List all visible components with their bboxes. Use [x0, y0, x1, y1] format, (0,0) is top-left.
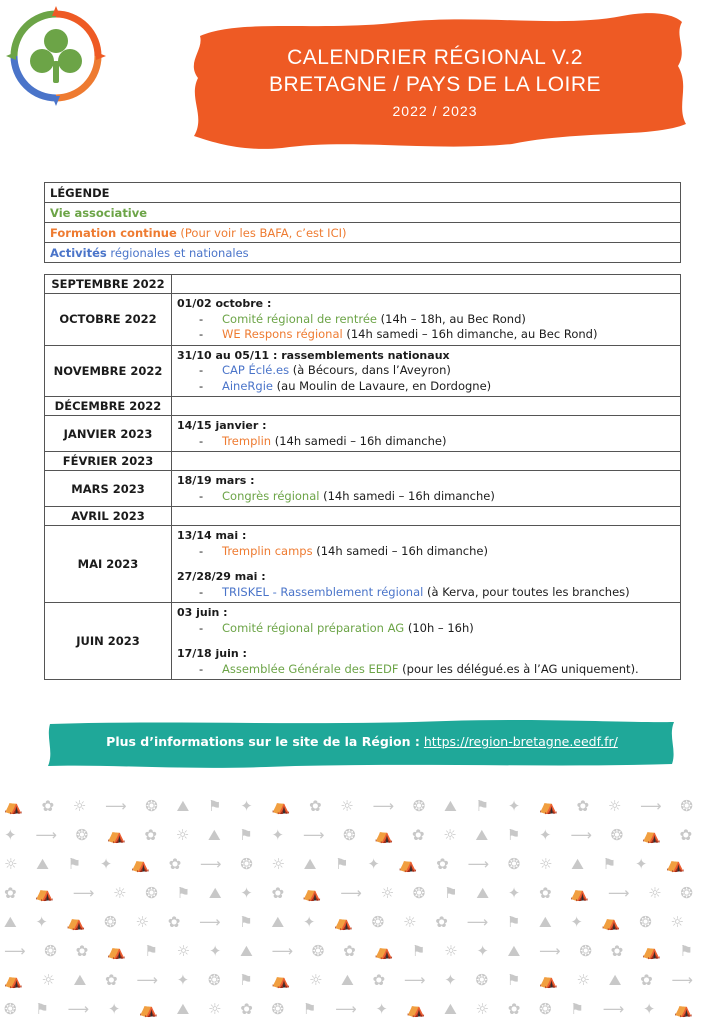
month-june: JUIN 2023 — [45, 603, 172, 680]
pattern-row: ⛺ ☼ ⛰ ✿ ⟶ ✦ ❂ ⚑ ⛺ ☼ ⛰ ✿ ⟶ ✦ ❂ ⚑ ⛺ ☼ ⛰ ✿ ⟶ — [4, 971, 700, 989]
events-september — [172, 275, 681, 294]
legend-activites-note: régionales et nationales — [110, 245, 249, 260]
events-january — [172, 416, 681, 452]
legend-row-vie — [45, 203, 681, 223]
month-october: OCTOBRE 2022 — [45, 294, 172, 346]
legend-header-row — [45, 183, 681, 203]
calendar-row-december — [45, 397, 681, 416]
event-item: - WE Respons régional (14h samedi – 16h dimanche, au Bec Rond) — [199, 327, 598, 341]
event-item: - Congrès régional (14h samedi – 16h dimanche) — [199, 488, 495, 503]
event-name: AineRgie — [222, 378, 273, 393]
event-name: TRISKEL - Rassemblement régional — [222, 584, 424, 599]
event-name: Congrès régional — [222, 488, 320, 503]
event-item: - Tremplin camps (14h samedi – 16h dimanche) — [199, 543, 488, 558]
calendar-table — [44, 274, 681, 680]
title-line-2: BRETAGNE / PAYS DE LA LOIRE — [268, 73, 602, 96]
event-detail: (10h – 16h) — [407, 620, 474, 635]
event-detail: (à Kerva, pour toutes les branches) — [427, 584, 630, 599]
event-name: Comité régional de rentrée — [222, 311, 377, 326]
clover-icon — [30, 29, 82, 83]
event-date: 01/02 octobre : — [177, 297, 272, 310]
event-name: CAP Éclé.es — [222, 363, 290, 377]
calendar-row-january — [45, 416, 681, 452]
event-item: - CAP Éclé.es (à Bécours, dans l’Aveyron) — [199, 363, 451, 377]
event-date: 31/10 au 05/11 : rassemblements nationaux — [177, 348, 450, 362]
calendar-row-june — [45, 603, 681, 680]
legend-formation-link[interactable]: (Pour voir les BAFA, c’est ICI) — [180, 225, 347, 240]
event-date: 17/18 juin : — [177, 647, 247, 660]
legend-activites-label: Activités — [50, 245, 107, 260]
decorative-icon-pattern — [0, 792, 724, 1024]
event-name: Assemblée Générale des EEDF — [222, 661, 399, 676]
title-line-1: CALENDRIER RÉGIONAL V.2 — [287, 46, 583, 69]
event-item: - Comité régional préparation AG (10h – 16h) — [199, 620, 474, 635]
month-september: SEPTEMBRE 2022 — [45, 275, 172, 294]
month-november: NOVEMBRE 2022 — [45, 345, 172, 397]
month-december: DÉCEMBRE 2022 — [45, 397, 172, 416]
events-november — [172, 345, 681, 397]
event-item: - Comité régional de rentrée (14h – 18h, au Bec Rond) — [199, 311, 526, 326]
pattern-row: ❂ ⚑ ⟶ ✦ ⛺ ⛰ ☼ ✿ ❂ ⚑ ⟶ ✦ ⛺ ⛰ ☼ ✿ ❂ ⚑ ⟶ ✦ ⛺ — [4, 1000, 700, 1018]
event-detail: (14h samedi – 16h dimanche) — [316, 543, 488, 558]
event-name: WE Respons régional — [222, 327, 343, 341]
event-detail: (à Bécours, dans l’Aveyron) — [292, 363, 451, 377]
title-block — [200, 44, 670, 119]
legend-formation-label: Formation continue — [50, 225, 177, 240]
calendar-row-april — [45, 507, 681, 526]
month-march: MARS 2023 — [45, 471, 172, 507]
events-february — [172, 452, 681, 471]
calendar-row-may — [45, 526, 681, 603]
event-date: 14/15 janvier : — [177, 419, 267, 432]
event-detail: (14h – 18h, au Bec Rond) — [380, 311, 526, 326]
eedf-logo — [6, 6, 106, 106]
info-text: Plus d’informations sur le site de la Région : — [106, 734, 420, 749]
events-june — [172, 603, 681, 680]
month-january: JANVIER 2023 — [45, 416, 172, 452]
event-name: Tremplin camps — [222, 543, 313, 558]
event-date: 03 juin : — [177, 606, 228, 619]
month-may: MAI 2023 — [45, 526, 172, 603]
event-detail: (14h samedi – 16h dimanche) — [323, 488, 495, 503]
calendar-row-november — [45, 345, 681, 397]
legend-title: LÉGENDE — [45, 183, 681, 203]
legend-row-activites — [45, 243, 681, 263]
info-text-block — [46, 734, 678, 749]
legend-table — [44, 182, 681, 263]
event-name: Tremplin — [222, 433, 272, 448]
event-detail: (au Moulin de Lavaure, en Dordogne) — [276, 378, 492, 393]
events-april — [172, 507, 681, 526]
event-date: 27/28/29 mai : — [177, 570, 266, 583]
events-march — [172, 471, 681, 507]
events-may — [172, 526, 681, 603]
pattern-row: ⛰ ✦ ⛺ ❂ ☼ ✿ ⟶ ⚑ ⛰ ✦ ⛺ ❂ ☼ ✿ ⟶ ⚑ ⛰ ✦ ⛺ ❂ ☼ — [4, 913, 691, 931]
pattern-row: ✿ ⛺ ⟶ ☼ ❂ ⚑ ⛰ ✦ ✿ ⛺ ⟶ ☼ ❂ ⚑ ⛰ ✦ ✿ ⛺ ⟶ ☼ ❂ — [4, 884, 700, 902]
events-october — [172, 294, 681, 346]
events-december — [172, 397, 681, 416]
event-detail: (14h samedi – 16h dimanche) — [274, 433, 447, 448]
month-february: FÉVRIER 2023 — [45, 452, 172, 471]
pattern-row: ⛺ ✿ ☼ ⟶ ❂ ⛰ ⚑ ✦ ⛺ ✿ ☼ ⟶ ❂ ⛰ ⚑ ✦ ⛺ ✿ ☼ ⟶ ❂ — [4, 797, 700, 815]
legend-row-formation — [45, 223, 681, 243]
calendar-row-february — [45, 452, 681, 471]
event-item: - TRISKEL - Rassemblement régional (à Kerva, pour toutes les branches) — [199, 584, 630, 599]
event-name: Comité régional préparation AG — [222, 620, 405, 635]
pattern-row: ⟶ ❂ ✿ ⛺ ⚑ ☼ ✦ ⛰ ⟶ ❂ ✿ ⛺ ⚑ ☼ ✦ ⛰ ⟶ ❂ ✿ ⛺ ⚑ — [4, 942, 700, 960]
month-april: AVRIL 2023 — [45, 507, 172, 526]
compass-ring-icon — [14, 14, 98, 98]
event-item: - Assemblée Générale des EEDF (pour les délégué.es à l’AG uniquement). — [199, 661, 639, 676]
event-item: - Tremplin (14h samedi – 16h dimanche) — [199, 433, 447, 448]
event-item: - AineRgie (au Moulin de Lavaure, en Dordogne) — [199, 378, 492, 393]
legend-vie-label: Vie associative — [50, 205, 148, 220]
event-detail: (14h samedi – 16h dimanche, au Bec Rond) — [346, 327, 598, 341]
event-date: 18/19 mars : — [177, 474, 255, 487]
event-date: 13/14 mai : — [177, 529, 247, 542]
pattern-row: ✦ ⟶ ❂ ⛺ ✿ ☼ ⛰ ⚑ ✦ ⟶ ❂ ⛺ ✿ ☼ ⛰ ⚑ ✦ ⟶ ❂ ⛺ ✿ — [4, 826, 700, 844]
calendar-row-march — [45, 471, 681, 507]
region-website-link[interactable]: https://region-bretagne.eedf.fr/ — [423, 734, 618, 749]
calendar-row-september — [45, 275, 681, 294]
title-year: 2022 / 2023 — [392, 103, 478, 119]
calendar-row-october — [45, 294, 681, 346]
pattern-row: ☼ ⛰ ⚑ ✦ ⛺ ✿ ⟶ ❂ ☼ ⛰ ⚑ ✦ ⛺ ✿ ⟶ ❂ ☼ ⛰ ⚑ ✦ ⛺ — [4, 855, 692, 873]
event-detail: (pour les délégué.es à l’AG uniquement). — [402, 661, 639, 676]
